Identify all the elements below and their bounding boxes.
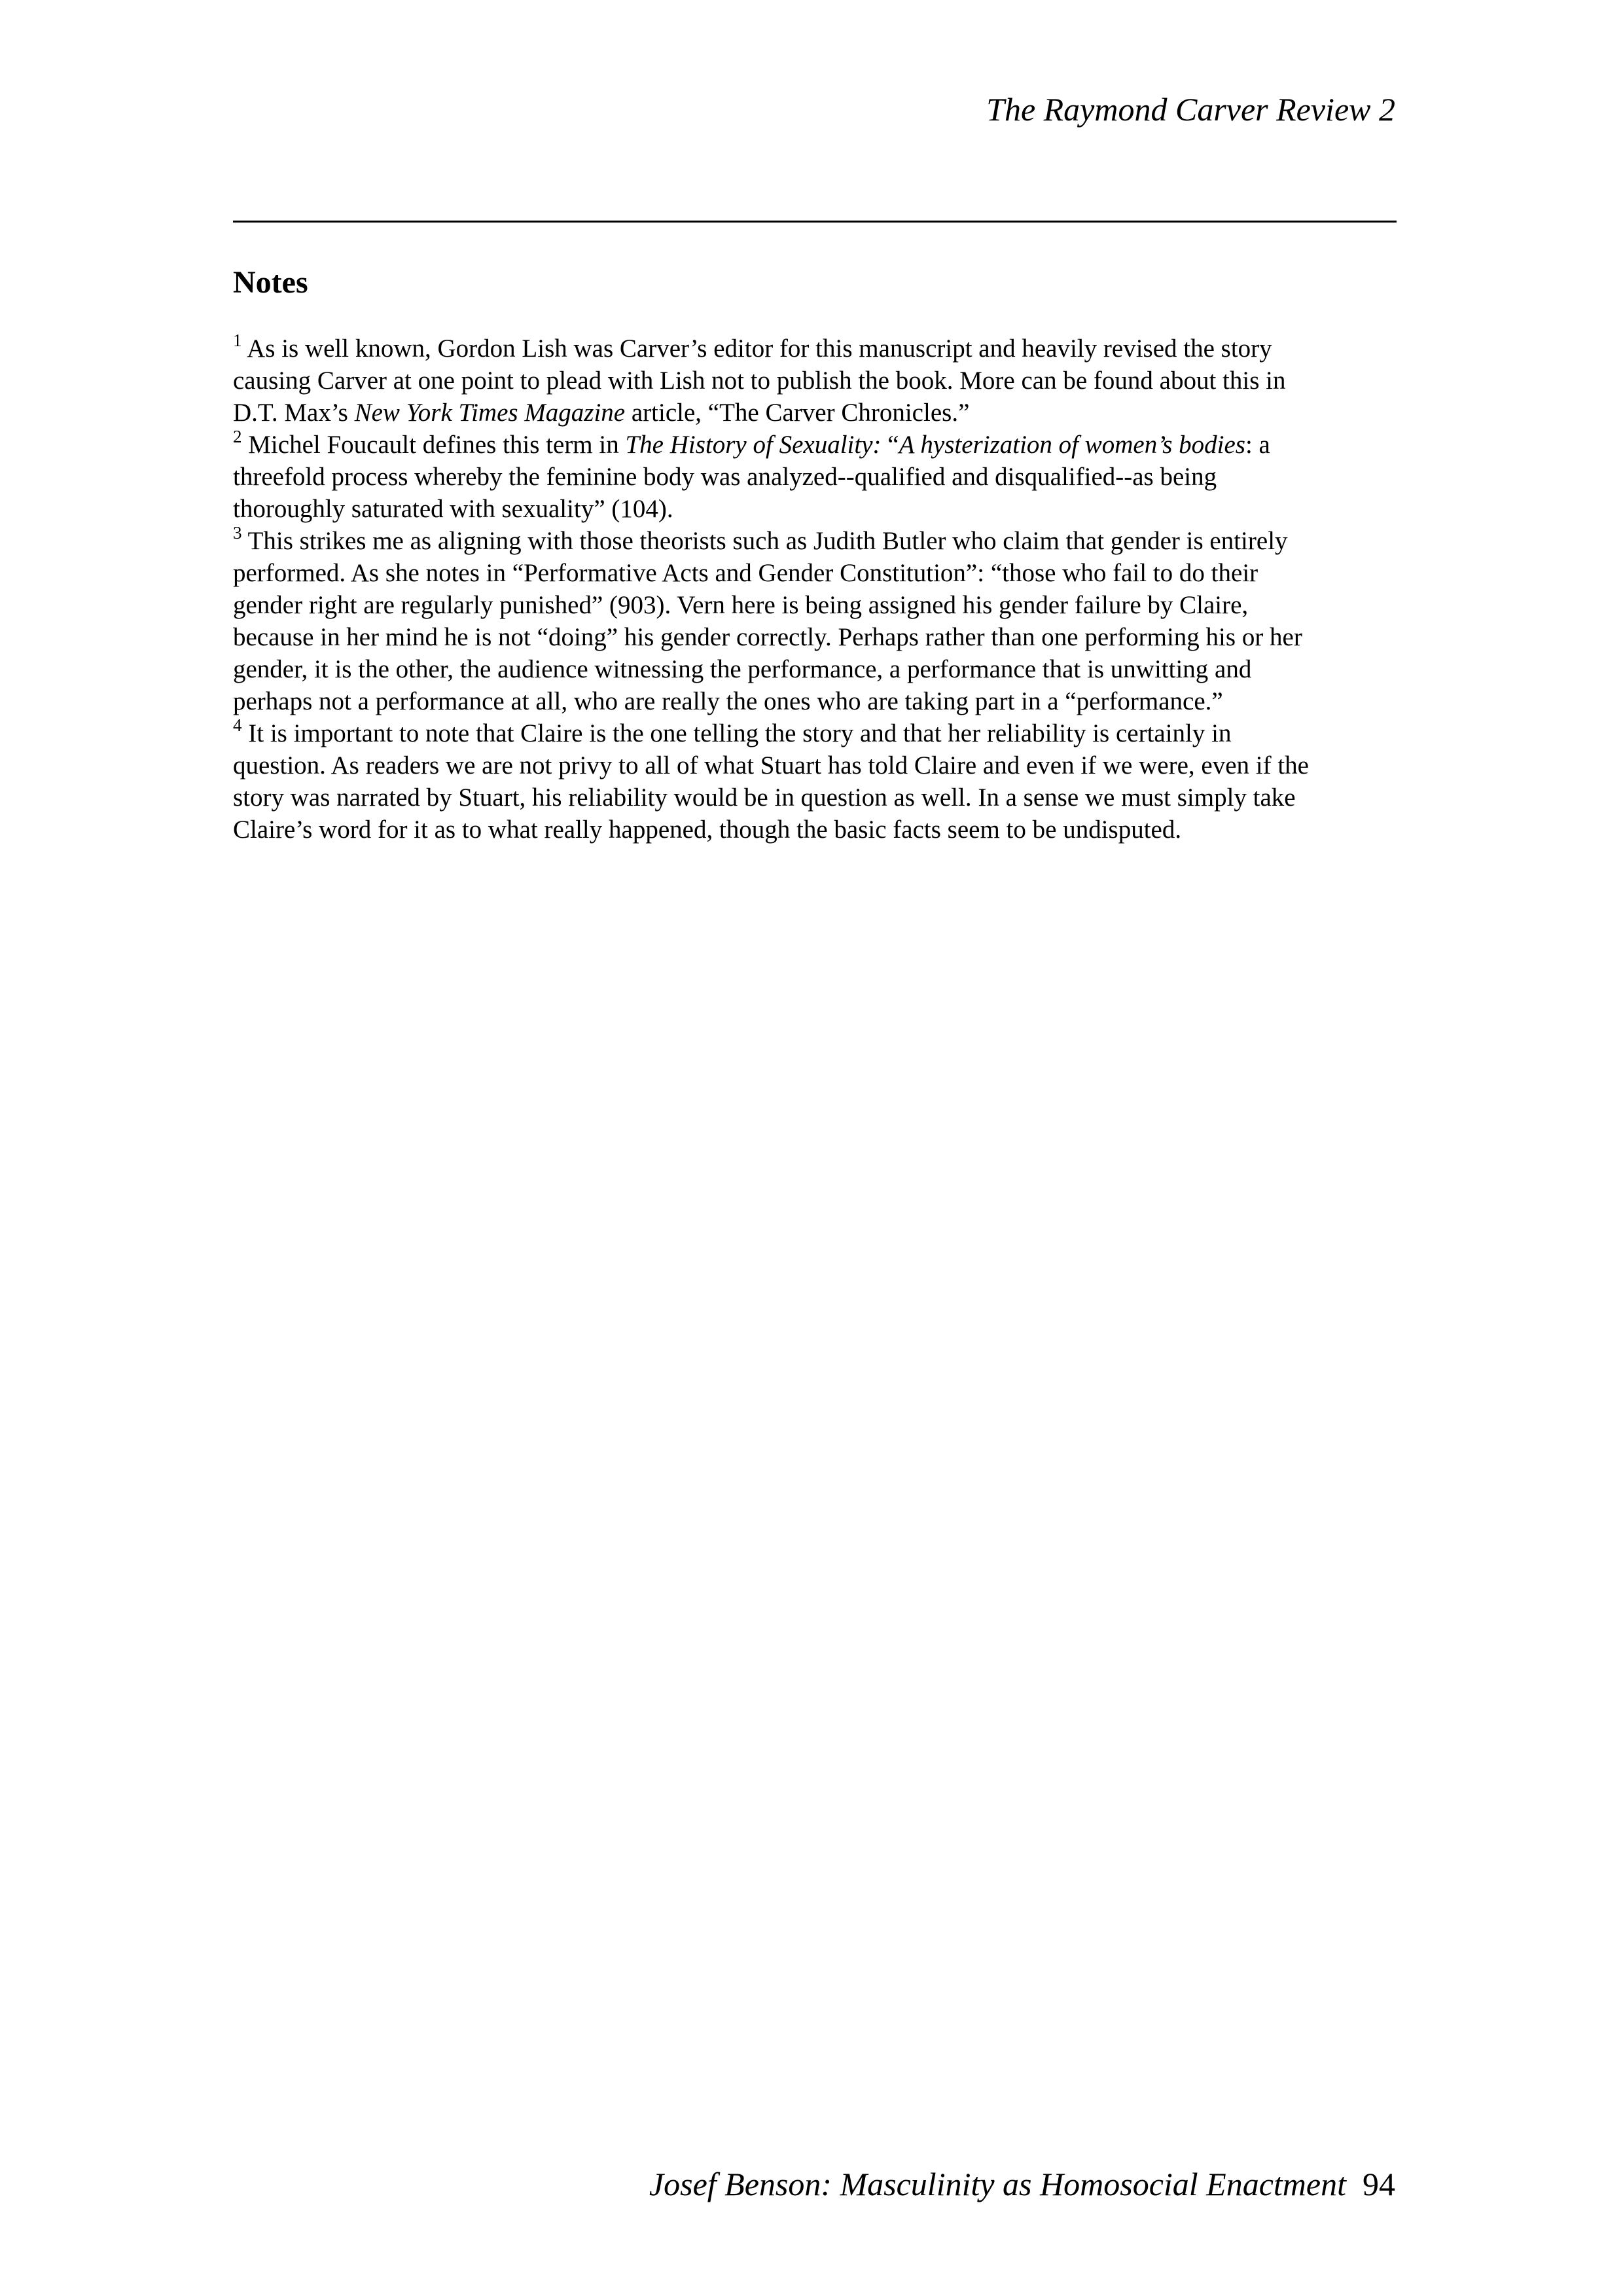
footnote-line: question. As readers we are not privy to all of what Stuart has told Claire and even if we were, even if the (233, 751, 1309, 780)
footnote-text: This strikes me as aligning with those theorists such as Judith Butler who claim that gender is entirely (241, 527, 1288, 555)
footer-spacer (1346, 2166, 1363, 2202)
notes-heading: Notes (233, 265, 308, 300)
footnote-line (233, 717, 1398, 749)
footnote-line (233, 429, 1398, 461)
footnote-1 (233, 332, 1398, 429)
footnote-line: gender, it is the other, the audience witnessing the performance, a performance that is unwitting and (233, 655, 1252, 683)
footnote-line: perhaps not a performance at all, who are really the ones who are taking part in a “performance.” (233, 687, 1223, 715)
footnote-line: threefold process whereby the feminine body was analyzed--qualified and disqualified--as being (233, 463, 1217, 491)
running-footer (649, 2168, 1395, 2200)
footnote-4 (233, 717, 1398, 846)
footnote-number: 3 (233, 523, 242, 543)
footnote-number: 1 (233, 331, 242, 350)
footnote-number: 4 (233, 715, 242, 735)
footnote-line: gender right are regularly punished” (903). Vern here is being assigned his gender failure by Claire, (233, 591, 1249, 619)
footnote-line: Claire’s word for it as to what really happened, though the basic facts seem to be undisputed. (233, 816, 1182, 844)
footnote-text: article, “The Carver Chronicles.” (625, 399, 970, 427)
header-divider (233, 221, 1397, 223)
book-title: The History of Sexuality: (625, 431, 882, 459)
publication-title: New York Times Magazine (354, 399, 626, 427)
footnote-line: because in her mind he is not “doing” his gender correctly. Perhaps rather than one performing his or her (233, 623, 1302, 651)
page-number: 94 (1363, 2166, 1395, 2202)
footnote-line: causing Carver at one point to plead with Lish not to publish the book. More can be found about this in (233, 367, 1286, 395)
quoted-term: A hysterization of women’s bodies (899, 431, 1245, 459)
footnote-line: performed. As she notes in “Performative Acts and Gender Constitution”: “those who fail to do their (233, 559, 1258, 587)
footnote-2 (233, 429, 1398, 525)
footnote-text: It is important to note that Claire is the one telling the story and that her reliability is certainly in (241, 719, 1232, 747)
footnote-line: thoroughly saturated with sexuality” (104). (233, 495, 673, 523)
footnote-3 (233, 525, 1398, 717)
footnote-text: Michel Foucault defines this term in (241, 431, 626, 459)
running-header: The Raymond Carver Review 2 (986, 91, 1395, 128)
footnote-line (233, 397, 1398, 429)
footer-article-title: Josef Benson: Masculinity as Homosocial Enactment (649, 2166, 1346, 2202)
footnote-text: D.T. Max’s (233, 399, 355, 427)
footnote-line (233, 525, 1398, 557)
notes-list (233, 332, 1398, 846)
footnote-text: “ (881, 431, 899, 459)
footnote-number: 2 (233, 427, 242, 446)
footnote-line (233, 332, 1398, 365)
footnote-line: story was narrated by Stuart, his reliability would be in question as well. In a sense we must simply take (233, 783, 1296, 812)
footnote-text: As is well known, Gordon Lish was Carver’s editor for this manuscript and heavily revised the story (241, 334, 1272, 363)
footnote-text: : a (1245, 431, 1270, 459)
